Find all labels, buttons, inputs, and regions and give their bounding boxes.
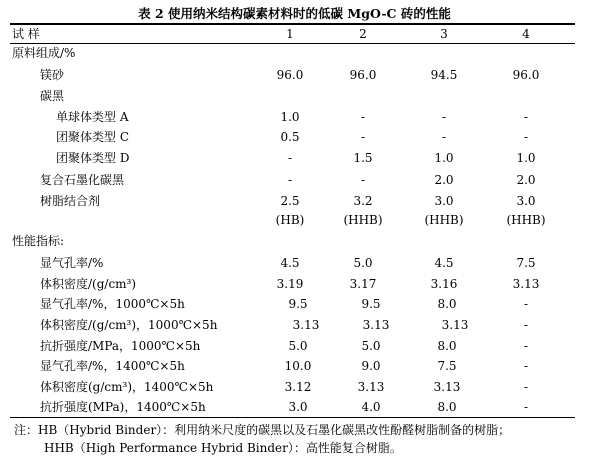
table-cell: - [523, 380, 529, 394]
table-cell: 9.5 [288, 297, 308, 311]
row-label: 显气孔率/%，1400℃×5h [40, 359, 185, 373]
table-cell: 7.5 [516, 256, 536, 270]
table-cell: 5.0 [361, 339, 381, 353]
table-cell: - [523, 110, 529, 124]
table-row [0, 148, 589, 168]
table-cell: 3.13 [357, 380, 385, 394]
header-col-4: 4 [522, 27, 530, 41]
table-row [0, 356, 589, 376]
table-cell: 0.5 [280, 130, 300, 144]
table-row [0, 65, 589, 85]
table-row [0, 43, 589, 63]
row-label: 复合石墨化碳黑 [40, 173, 125, 187]
table-row [0, 127, 589, 147]
table-row [0, 231, 589, 251]
table-cell: - [523, 359, 529, 373]
table-cell: 9.5 [361, 297, 381, 311]
table-cell: - [523, 297, 529, 311]
row-label: 抗折强度(MPa)，1400℃×5h [40, 400, 206, 414]
table-cell: 3.13 [433, 380, 461, 394]
table-cell: 3.13 [292, 318, 320, 332]
table-cell: (HHB) [424, 213, 464, 227]
table-cell: 9.0 [361, 359, 381, 373]
table-cell: - [441, 130, 447, 144]
table-row [0, 336, 589, 356]
table-cell: 96.0 [512, 68, 540, 82]
table-cell: 3.17 [349, 277, 377, 291]
table-cell: 3.0 [516, 194, 536, 208]
row-label: 体积密度/(g/cm³)，1000℃×5h [40, 318, 218, 332]
table-cell: 2.5 [280, 194, 300, 208]
table-row [0, 294, 589, 314]
table-cell: 1.0 [516, 151, 536, 165]
table-row [0, 377, 589, 397]
row-label: 抗折强度/MPa，1000℃×5h [40, 339, 201, 353]
table-cell: 5.0 [288, 339, 308, 353]
table-cell: 96.0 [349, 68, 377, 82]
table-row [0, 86, 589, 106]
row-label: 团聚体类型 C [56, 130, 129, 144]
table-row [0, 274, 589, 294]
row-label: 树脂结合剂 [40, 194, 101, 208]
table-cell: 3.16 [430, 277, 458, 291]
table-cell: 96.0 [276, 68, 304, 82]
row-label: 显气孔率/% [40, 256, 104, 270]
table-cell: - [287, 151, 293, 165]
table-cell: 3.13 [512, 277, 540, 291]
table-cell: - [360, 110, 366, 124]
table-cell: 3.13 [441, 318, 469, 332]
table-title: 表 2 使用纳米结构碳素材料时的低碳 MgO-C 砖的性能 [138, 6, 451, 21]
header-col-2: 2 [359, 27, 367, 41]
table-cell: - [360, 130, 366, 144]
table-row [0, 253, 589, 273]
table-cell: 8.0 [437, 339, 457, 353]
bottom-rule [10, 417, 575, 418]
table-row [0, 315, 589, 335]
row-label: 显气孔率/%，1000℃×5h [40, 297, 185, 311]
table-cell: 5.0 [353, 256, 373, 270]
footnote-hhb: HHB（High Performance Hybrid Binder）：高性能复合树脂。 [44, 441, 402, 455]
table-row [0, 191, 589, 211]
table-cell: 2.0 [516, 173, 536, 187]
header-row [0, 24, 589, 44]
table-cell: 3.2 [353, 194, 373, 208]
row-label: 体积密度/(g/cm³) [40, 277, 137, 291]
table-cell: 4.5 [280, 256, 300, 270]
table-cell: 2.0 [434, 173, 454, 187]
table-row [0, 397, 589, 417]
table-cell: 1.0 [434, 151, 454, 165]
table-cell: 1.5 [353, 151, 373, 165]
table-cell: - [523, 130, 529, 144]
table-cell: 3.0 [434, 194, 454, 208]
table-cell: - [287, 173, 293, 187]
table-row [0, 107, 589, 127]
row-label: 体积密度(g/cm³)，1400℃×5h [40, 380, 214, 394]
table-cell: 8.0 [437, 400, 457, 414]
table-cell: - [360, 173, 366, 187]
table-cell: 3.13 [362, 318, 390, 332]
table-cell: (HB) [275, 213, 305, 227]
table-cell: - [523, 318, 529, 332]
row-label: 碳黑 [40, 89, 65, 103]
table-cell: 7.5 [437, 359, 457, 373]
header-col-1: 1 [286, 27, 294, 41]
table-cell: 3.12 [284, 380, 312, 394]
table-row [0, 170, 589, 190]
row-label: 原料组成/% [12, 46, 76, 60]
table-cell: - [523, 400, 529, 414]
row-label: 性能指标: [12, 234, 65, 248]
table-cell: - [441, 110, 447, 124]
table-cell: - [523, 339, 529, 353]
table-cell: 3.19 [276, 277, 304, 291]
header-label: 试 样 [12, 27, 40, 41]
table-cell: 4.5 [434, 256, 454, 270]
table-cell: 3.0 [288, 400, 308, 414]
table-cell: 4.0 [361, 400, 381, 414]
table-cell: 8.0 [437, 297, 457, 311]
table-cell: 10.0 [284, 359, 312, 373]
row-label: 团聚体类型 D [56, 151, 130, 165]
table-cell: (HHB) [343, 213, 383, 227]
footnote-hb: 注：HB（Hybrid Binder）：利用纳米尺度的碳黑以及石墨化碳黑改性酚醛树脂制备的树脂； [14, 423, 511, 437]
table-row [0, 210, 589, 230]
table-cell: 94.5 [430, 68, 458, 82]
table-cell: 1.0 [280, 110, 300, 124]
table-cell: (HHB) [506, 213, 546, 227]
row-label: 单球体类型 A [56, 110, 129, 124]
header-col-3: 3 [440, 27, 448, 41]
row-label: 镁砂 [40, 68, 65, 82]
